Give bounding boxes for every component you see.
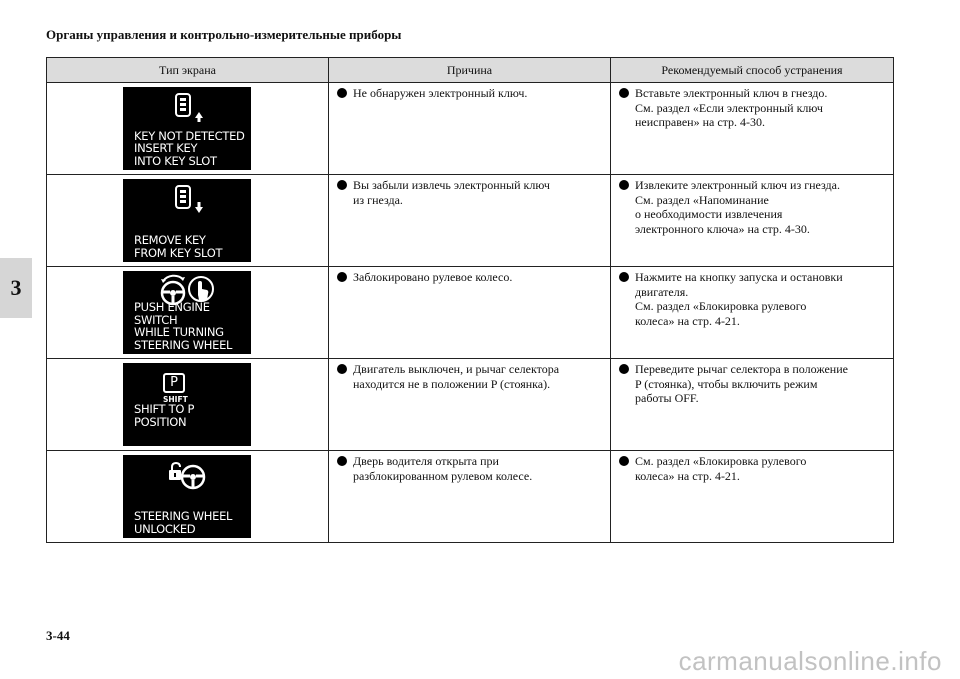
screen-cell: [47, 267, 329, 359]
bullet-icon: [337, 180, 347, 190]
page-header: Органы управления и контрольно-измерительные приборы: [46, 27, 402, 42]
remedy-line: электронного ключа» на стр. 4-30.: [635, 221, 810, 236]
remedy-cell: [611, 451, 894, 543]
page-number: 3-44: [46, 628, 70, 643]
screen-message-line: STEERING WHEEL: [134, 337, 233, 352]
display-screen: [123, 455, 251, 538]
display-screen: [123, 271, 251, 354]
bullet-icon: [337, 364, 347, 374]
remedy-cell: [611, 267, 894, 359]
watermark: carmanualsonline.info: [678, 646, 942, 676]
remedy-line: двигателя.: [635, 284, 689, 299]
cause-line: Дверь водителя открыта при: [353, 454, 499, 468]
table-row: [47, 267, 894, 359]
bullet-icon: [337, 88, 347, 98]
remedy-line: См. раздел «Напоминание: [635, 192, 769, 207]
shift-p-letter: P: [170, 374, 178, 390]
steering-unlocked-icon: [165, 461, 209, 491]
bullet-icon: [619, 456, 629, 466]
remedy-line: См. раздел «Блокировка рулевого: [635, 454, 807, 468]
remedy-line: См. раздел «Блокировка рулевого: [635, 299, 807, 313]
header-remedy: Рекомендуемый способ устранения: [611, 58, 894, 83]
cause-cell: [329, 267, 611, 359]
key-fob-remove-icon: [167, 184, 207, 216]
remedy-line: о необходимости извлечения: [635, 207, 783, 221]
cause-line: находится не в положении P (стоянка).: [353, 376, 551, 391]
cause-line: Двигатель выключен, и рычаг селектора: [353, 362, 560, 376]
screen-message-line: SHIFT TO P POSITION: [134, 402, 195, 429]
screen-message-line: WHILE TURNING: [134, 325, 224, 339]
chapter-tab: 3: [0, 258, 32, 318]
remedy-line: неисправен» на стр. 4-30.: [635, 115, 766, 129]
bullet-icon: [619, 180, 629, 190]
header-screen-type: Тип экрана: [47, 58, 329, 83]
cause-cell: [329, 359, 611, 451]
remedy-cell: [611, 83, 894, 175]
shift-p-icon: [163, 373, 185, 393]
remedy-line: Извлеките электронный ключ из гнезда.: [635, 178, 840, 192]
cause-line: Вы забыли извлечь электронный ключ: [353, 178, 550, 192]
display-screen: [123, 363, 251, 446]
bullet-icon: [337, 272, 347, 282]
display-screen: [123, 179, 251, 262]
cause-cell: [329, 175, 611, 267]
screen-cell: [47, 359, 329, 451]
remedy-line: работы OFF.: [635, 391, 699, 405]
cause-line: Заблокировано рулевое колесо.: [353, 270, 513, 284]
screen-message-line: REMOVE KEY: [134, 233, 206, 247]
table-row: [47, 451, 894, 543]
remedy-line: Вставьте электронный ключ в гнездо.: [635, 86, 828, 100]
remedy-line: P (стоянка), чтобы включить режим: [635, 376, 818, 391]
remedy-cell: [611, 175, 894, 267]
bullet-icon: [619, 364, 629, 374]
remedy-line: Нажмите на кнопку запуска и остановки: [635, 270, 843, 284]
cause-line: разблокированном рулевом колесе.: [353, 468, 533, 483]
screen-message-line: PUSH ENGINE SWITCH: [134, 300, 210, 327]
screen-message-line: STEERING WHEEL: [134, 509, 233, 523]
key-fob-insert-icon: [167, 92, 207, 124]
screen-message-line: KEY NOT DETECTED: [134, 128, 245, 143]
remedy-line: См. раздел «Если электронный ключ: [635, 100, 823, 115]
shift-label: SHIFT: [163, 394, 188, 404]
cause-line: из гнезда.: [353, 192, 403, 207]
cause-cell: [329, 451, 611, 543]
screen-message-line: UNLOCKED: [134, 521, 196, 536]
bullet-icon: [619, 88, 629, 98]
display-messages-table: [46, 57, 894, 543]
screen-message-line: INSERT KEY: [134, 141, 198, 155]
bullet-icon: [337, 456, 347, 466]
screen-message-line: FROM KEY SLOT: [134, 245, 223, 260]
cause-cell: [329, 83, 611, 175]
cause-line: Не обнаружен электронный ключ.: [353, 86, 528, 100]
remedy-cell: [611, 359, 894, 451]
header-cause: Причина: [329, 58, 611, 83]
remedy-line: колеса» на стр. 4-21.: [635, 468, 740, 483]
screen-cell: [47, 175, 329, 267]
screen-message-line: INTO KEY SLOT: [134, 153, 217, 168]
remedy-line: Переведите рычаг селектора в положение: [635, 362, 848, 376]
table-row: [47, 175, 894, 267]
table-row: [47, 83, 894, 175]
bullet-icon: [619, 272, 629, 282]
remedy-line: колеса» на стр. 4-21.: [635, 313, 740, 328]
display-screen: [123, 87, 251, 170]
screen-cell: [47, 451, 329, 543]
table-row: [47, 359, 894, 451]
screen-cell: [47, 83, 329, 175]
